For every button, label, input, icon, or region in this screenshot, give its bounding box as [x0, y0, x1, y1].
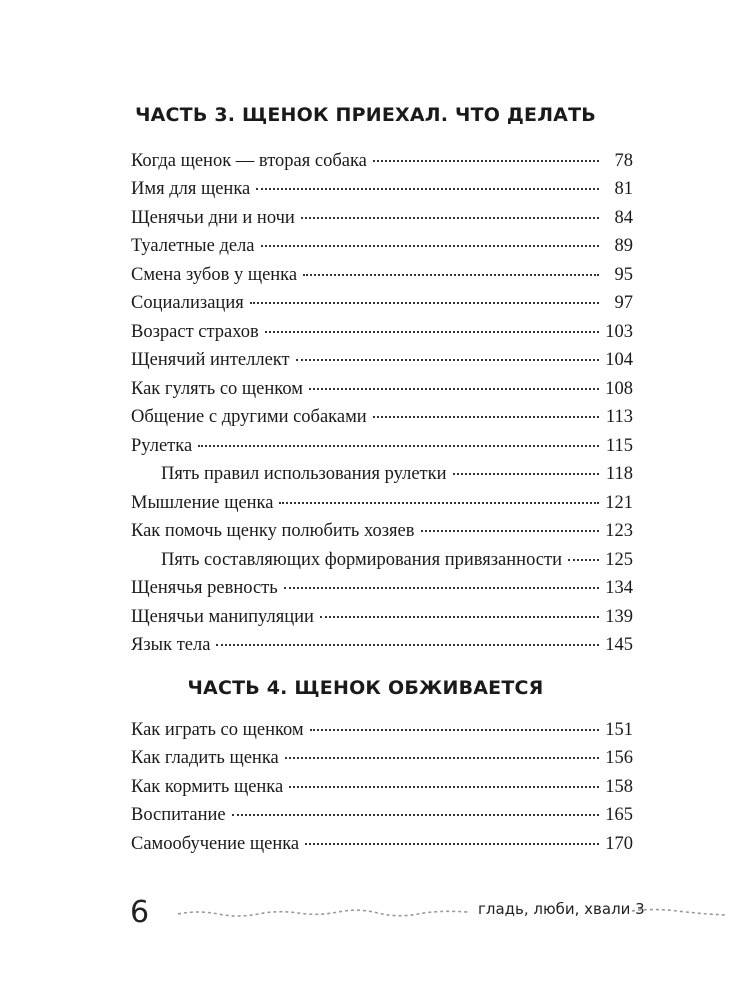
dot-leader — [373, 141, 599, 162]
toc-section-4 — [131, 714, 633, 857]
toc-entry-page: 118 — [605, 464, 633, 484]
toc-entry-page: 113 — [605, 407, 633, 427]
toc-entry-page: 89 — [614, 236, 633, 256]
toc-entry-title: Щенячьи манипуляции — [131, 606, 314, 627]
page-number: 6 — [130, 895, 150, 930]
toc-entry-page: 121 — [605, 492, 633, 513]
running-title: гладь, люби, хвали 3 — [478, 900, 645, 918]
dot-leader — [232, 796, 599, 817]
dot-leader — [216, 626, 599, 647]
dot-leader — [250, 284, 599, 305]
dot-leader — [279, 483, 599, 504]
toc-entry-title: Как гулять со щенком — [131, 378, 303, 399]
toc-entry-page: 97 — [614, 293, 633, 313]
toc-entry-title: Как играть со щенком — [131, 719, 304, 740]
toc-entry-page: 170 — [605, 833, 633, 854]
dot-leader — [320, 597, 599, 618]
dot-leader — [198, 426, 599, 447]
toc-entry-title: Мышление щенка — [131, 492, 274, 513]
dot-leader — [256, 170, 599, 191]
dot-leader — [303, 255, 599, 276]
toc-entry-page: 104 — [605, 350, 633, 370]
toc-entry-title: Воспитание — [131, 805, 226, 825]
toc-entry-page: 123 — [605, 521, 633, 541]
toc-entry — [131, 630, 633, 659]
dot-leader — [296, 341, 599, 362]
toc-entry-title: Пять составляющих формирования привязанности — [161, 549, 562, 570]
dot-leader — [284, 569, 599, 590]
dot-leader — [373, 398, 599, 419]
toc-entry-title: Смена зубов у щенка — [131, 264, 298, 285]
toc-entry-page: 145 — [605, 635, 633, 655]
toc-entry-title: Пять правил использования рулетки — [161, 464, 447, 484]
dot-leader — [309, 369, 599, 390]
dot-leader — [568, 540, 599, 561]
toc-entry-title: Когда щенок — вторая собака — [131, 150, 367, 171]
dot-leader — [310, 710, 599, 731]
toc-entry-title: Язык тела — [131, 635, 211, 655]
toc-entry — [131, 828, 633, 857]
dot-leader — [453, 455, 599, 476]
toc-entry-page: 158 — [605, 776, 633, 797]
dot-leader — [285, 739, 599, 760]
section-3-title: ЧАСТЬ 3. ЩЕНОК ПРИЕХАЛ. ЧТО ДЕЛАТЬ — [135, 104, 596, 126]
toc-entry-page: 108 — [605, 378, 633, 399]
toc-entry-title: Щенячьи дни и ночи — [131, 207, 295, 228]
toc-entry-page: 134 — [605, 578, 633, 598]
toc-entry-title: Щенячья ревность — [131, 578, 278, 598]
toc-entry-title: Как кормить щенка — [131, 776, 284, 797]
toc-entry-page: 81 — [614, 179, 633, 199]
dot-leader — [421, 512, 600, 533]
toc-entry-page: 78 — [614, 150, 633, 171]
toc-entry-page: 139 — [605, 606, 633, 627]
toc-entry-title: Социализация — [131, 293, 244, 313]
toc-entry-page: 103 — [605, 321, 633, 342]
toc-section-3 — [131, 145, 633, 658]
toc-entry-title: Имя для щенка — [131, 179, 251, 199]
toc-entry-page: 156 — [605, 748, 633, 768]
toc-entry-title: Самообучение щенка — [131, 833, 300, 854]
toc-entry-title: Общение с другими собаками — [131, 407, 367, 427]
toc-entry-page: 95 — [614, 264, 633, 285]
toc-entry-page: 151 — [605, 719, 633, 740]
toc-entry-title: Туалетные дела — [131, 236, 255, 256]
section-4-title: ЧАСТЬ 4. ЩЕНОК ОБЖИВАЕТСЯ — [187, 677, 544, 699]
toc-entry-page: 165 — [605, 805, 633, 825]
dot-leader — [265, 312, 599, 333]
toc-entry-title: Рулетка — [131, 435, 193, 456]
dot-leader — [305, 824, 599, 845]
footer-wave-decoration-right — [632, 905, 727, 919]
toc-entry-page: 115 — [605, 435, 633, 456]
dot-leader — [289, 767, 599, 788]
toc-entry-page: 84 — [614, 207, 633, 228]
toc-entry — [131, 516, 633, 545]
toc-entry-page: 125 — [605, 549, 633, 570]
toc-entry-title: Как помочь щенку полюбить хозяев — [131, 521, 415, 541]
dot-leader — [301, 198, 599, 219]
dot-leader — [261, 227, 599, 248]
toc-entry-title: Возраст страхов — [131, 321, 259, 342]
toc-entry-title: Щенячий интеллект — [131, 350, 290, 370]
footer-wave-decoration — [178, 908, 468, 920]
toc-entry-title: Как гладить щенка — [131, 748, 279, 768]
